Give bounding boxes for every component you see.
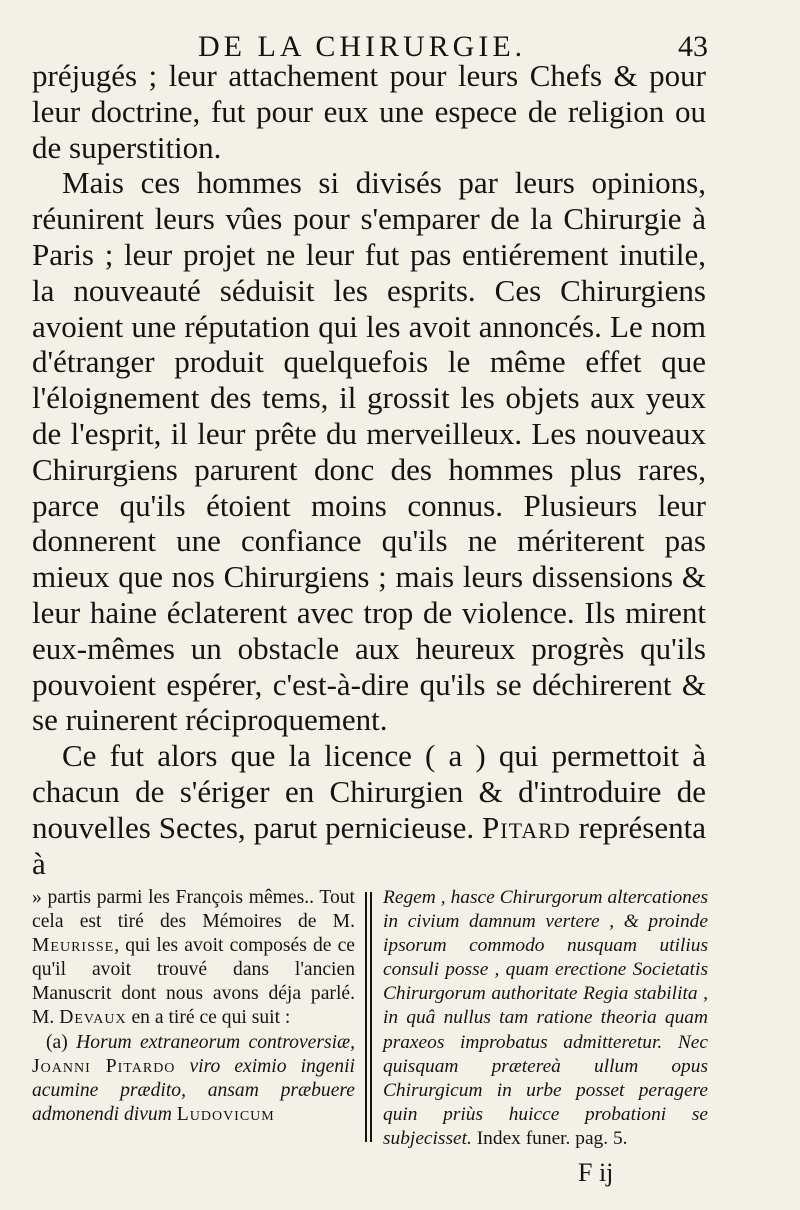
footnote-mark: (a) xyxy=(46,1031,68,1053)
name-pitard: Pitard xyxy=(482,809,571,845)
footnote-text: » partis parmi les François mêmes.. Tout cela est tiré des Mémoires de M. xyxy=(32,887,355,933)
running-head-title: DE LA CHIRURGIE. xyxy=(198,30,527,63)
paragraph-1: préjugés ; leur attachement pour leurs Chefs & pour leur doctrine, fut pour eux une espece de religion ou de superstition. xyxy=(32,58,706,165)
paragraph-2: Mais ces hommes si divisés par leurs opinions, réunirent leurs vûes pour s'emparer de la Chirurgie à Paris ; leur projet ne leur fut pas entiérement inutile, la nouveauté séduisit les esprits. Ces Chirurgiens avoient une réputation qui les avoit annoncés. Le nom d'étranger produit quelquefois le même effet que l'éloignement des tems, il grossit les objets aux yeux de l'esprit, il leur prête du merveilleux. Les nouveaux Chirurgiens parurent donc des hommes plus rares, parce qu'ils étoient moins connus. Plusieurs leur donnerent une confiance qu'ils ne mériterent pas mieux que nos Chirurgiens ; mais leurs dissensions & leur haine éclaterent avec trop de violence. Ils mirent eux-mêmes un obstacle aux heureux progrès qu'ils pouvoient espérer, c'est-à-dire qu'ils se déchirerent & se ruinerent réciproquement. xyxy=(32,165,706,738)
footnote-a xyxy=(32,1031,355,1127)
latin-text: Regem , hasce Chirurgorum altercationes in civium damnum vertere , & proinde ipsorum commodo nusquam utilius consuli posse , quam erectione Societatis Chirurgorum authoritate Regia stabilita , in quâ nullus tam ratione theoria quam praxeos improbatus admitteretur. Nec quisquam prætereà ullum opus Chirurgicum in urbe posset peragere quin priùs huicce probationi se subjecisset. xyxy=(383,887,708,1149)
name-meurisse: Meurisse xyxy=(32,935,115,957)
column-divider xyxy=(370,892,372,1142)
paragraph-3 xyxy=(32,738,706,881)
footnote-left-column xyxy=(32,886,355,1127)
name-ludovicum: Ludovicum xyxy=(176,1103,275,1125)
footnote-latin xyxy=(383,886,708,1151)
column-divider xyxy=(365,892,367,1142)
footnote-text: en a tiré ce qui suit : xyxy=(131,1007,291,1029)
paragraph-3-text: Ce fut alors que la licence ( a ) qui permettoit à chacun de s'ériger en Chirurgien & d'introduire de nouvelles Sectes, parut pernicieuse. xyxy=(32,738,706,845)
name-pitardo: Joanni Pitardo xyxy=(32,1055,176,1077)
footnote-continuation xyxy=(32,886,355,1031)
index-reference: Index funer. pag. 5. xyxy=(476,1127,628,1149)
paragraph-3-end: représenta à xyxy=(32,809,707,881)
footnote-right-column xyxy=(383,886,708,1151)
footnote-text: , qui les avoit composés de ce qu'il avoit trouvé dans l'ancien Manuscrit dont nous avons déja parlé. M. xyxy=(32,935,355,1029)
latin-text: viro eximio ingenii acumine prædito, ansam præbuere admonendi divum xyxy=(32,1055,355,1125)
footnotes xyxy=(32,886,708,1156)
main-text xyxy=(32,58,706,881)
name-devaux: Devaux xyxy=(59,1007,127,1029)
latin-text: Horum extraneorum controversiæ, xyxy=(76,1031,355,1053)
signature-mark: F ij xyxy=(578,1158,614,1187)
page-number: 43 xyxy=(678,30,708,63)
